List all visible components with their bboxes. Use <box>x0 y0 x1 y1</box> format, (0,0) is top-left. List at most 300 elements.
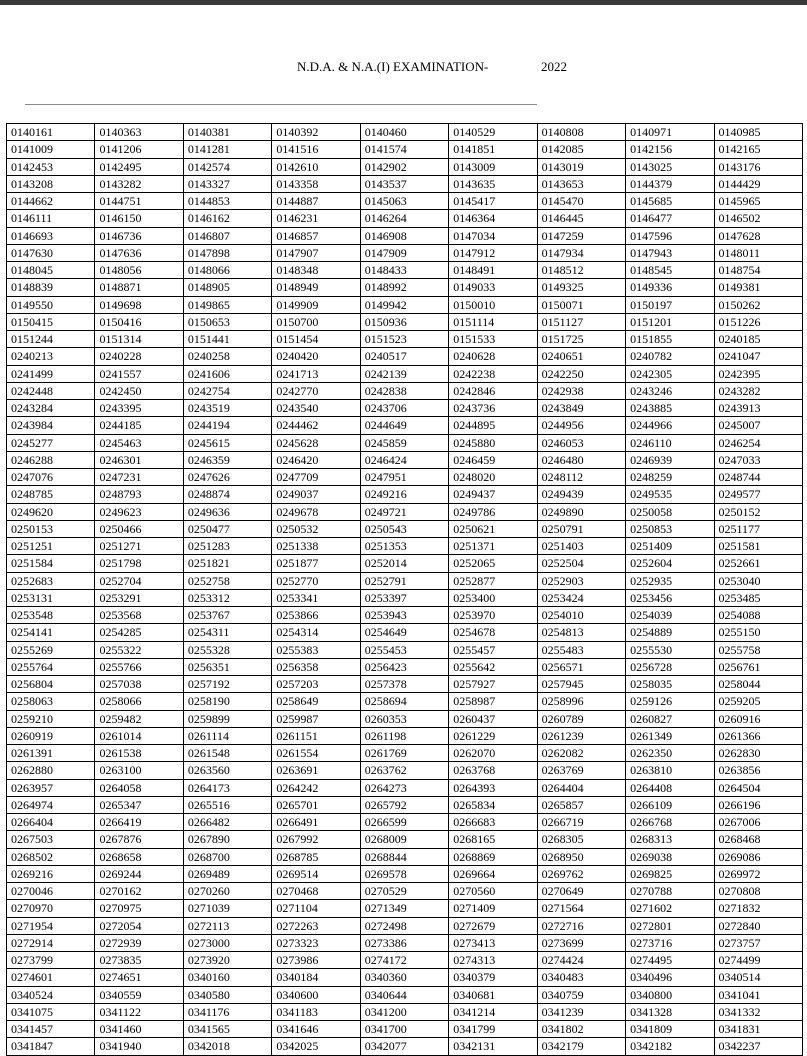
roll-number-cell: 0252877 <box>449 572 537 589</box>
table-row <box>7 348 803 365</box>
roll-number-cell: 0242448 <box>7 382 95 399</box>
roll-number-cell: 0251821 <box>183 555 271 572</box>
roll-number-cell: 0246301 <box>95 451 183 468</box>
roll-number-cell: 0268658 <box>95 848 183 865</box>
roll-number-cell: 0151201 <box>626 313 714 330</box>
roll-number-cell: 0151533 <box>449 331 537 348</box>
roll-number-cell: 0246424 <box>360 451 448 468</box>
roll-number-cell: 0262830 <box>714 745 803 762</box>
roll-number-cell: 0253943 <box>360 607 448 624</box>
roll-number-cell: 0140460 <box>360 124 448 141</box>
table-row <box>7 1038 803 1055</box>
roll-number-cell: 0253400 <box>449 589 537 606</box>
roll-number-cell: 0273986 <box>272 952 360 969</box>
roll-number-cell: 0146477 <box>626 210 714 227</box>
roll-number-cell: 0146807 <box>183 227 271 244</box>
roll-number-cell: 0244966 <box>626 417 714 434</box>
roll-number-cell: 0273323 <box>272 934 360 951</box>
roll-number-cell: 0250621 <box>449 520 537 537</box>
roll-number-cell: 0246254 <box>714 434 803 451</box>
roll-number-cell: 0340681 <box>449 986 537 1003</box>
roll-number-cell: 0255483 <box>537 641 625 658</box>
roll-number-table-body <box>7 124 803 1056</box>
roll-number-cell: 0262350 <box>626 745 714 762</box>
roll-number-cell: 0252758 <box>183 572 271 589</box>
roll-number-cell: 0273716 <box>626 934 714 951</box>
roll-number-cell: 0272716 <box>537 917 625 934</box>
roll-number-cell: 0270162 <box>95 883 183 900</box>
roll-number-cell: 0258694 <box>360 693 448 710</box>
table-row <box>7 279 803 296</box>
table-row <box>7 331 803 348</box>
roll-number-cell: 0265516 <box>183 796 271 813</box>
roll-number-cell: 0255642 <box>449 658 537 675</box>
roll-number-cell: 0143282 <box>95 175 183 192</box>
roll-number-cell: 0246480 <box>537 451 625 468</box>
roll-number-cell: 0261014 <box>95 727 183 744</box>
roll-number-cell: 0243282 <box>714 382 803 399</box>
roll-number-cell: 0255453 <box>360 641 448 658</box>
roll-number-cell: 0255766 <box>95 658 183 675</box>
roll-number-cell: 0268950 <box>537 848 625 865</box>
roll-number-cell: 0264393 <box>449 779 537 796</box>
roll-number-cell: 0254088 <box>714 607 803 624</box>
roll-number-cell: 0249216 <box>360 486 448 503</box>
exam-title: N.D.A. & N.A.(I) EXAMINATION- <box>297 59 489 74</box>
roll-number-cell: 0242305 <box>626 365 714 382</box>
roll-number-cell: 0250853 <box>626 520 714 537</box>
roll-number-cell: 0264058 <box>95 779 183 796</box>
roll-number-cell: 0142902 <box>360 158 448 175</box>
roll-number-cell: 0141851 <box>449 141 537 158</box>
roll-number-cell: 0242838 <box>360 382 448 399</box>
roll-number-cell: 0148066 <box>183 262 271 279</box>
roll-number-cell: 0244185 <box>95 417 183 434</box>
roll-number-cell: 0270975 <box>95 900 183 917</box>
roll-number-cell: 0255383 <box>272 641 360 658</box>
roll-number-cell: 0269578 <box>360 865 448 882</box>
roll-number-cell: 0240213 <box>7 348 95 365</box>
roll-number-cell: 0243246 <box>626 382 714 399</box>
roll-number-cell: 0242450 <box>95 382 183 399</box>
roll-number-cell: 0274424 <box>537 952 625 969</box>
roll-number-cell: 0144379 <box>626 175 714 192</box>
roll-number-cell: 0240228 <box>95 348 183 365</box>
roll-number-cell: 0271104 <box>272 900 360 917</box>
roll-number-cell: 0266491 <box>272 814 360 831</box>
roll-number-cell: 0273000 <box>183 934 271 951</box>
roll-number-cell: 0260437 <box>449 710 537 727</box>
roll-number-cell: 0150653 <box>183 313 271 330</box>
roll-number-cell: 0261114 <box>183 727 271 744</box>
roll-number-cell: 0269514 <box>272 865 360 882</box>
table-row <box>7 727 803 744</box>
roll-number-cell: 0340800 <box>626 986 714 1003</box>
roll-number-cell: 0245628 <box>272 434 360 451</box>
roll-number-cell: 0269244 <box>95 865 183 882</box>
roll-number-cell: 0240420 <box>272 348 360 365</box>
table-row <box>7 244 803 261</box>
roll-number-cell: 0340514 <box>714 969 803 986</box>
roll-number-cell: 0141516 <box>272 141 360 158</box>
roll-number-cell: 0268009 <box>360 831 448 848</box>
roll-number-cell: 0148011 <box>714 244 803 261</box>
roll-number-cell: 0271564 <box>537 900 625 917</box>
roll-number-cell: 0270788 <box>626 883 714 900</box>
roll-number-cell: 0263768 <box>449 762 537 779</box>
roll-number-cell: 0243395 <box>95 400 183 417</box>
roll-number-cell: 0254314 <box>272 624 360 641</box>
table-row <box>7 451 803 468</box>
roll-number-cell: 0252791 <box>360 572 448 589</box>
roll-number-cell: 0340483 <box>537 969 625 986</box>
roll-number-cell: 0261538 <box>95 745 183 762</box>
roll-number-cell: 0257945 <box>537 676 625 693</box>
table-row <box>7 141 803 158</box>
roll-number-cell: 0255758 <box>714 641 803 658</box>
roll-number-cell: 0242250 <box>537 365 625 382</box>
roll-number-cell: 0252903 <box>537 572 625 589</box>
roll-number-cell: 0250153 <box>7 520 95 537</box>
roll-number-cell: 0148433 <box>360 262 448 279</box>
roll-number-cell: 0341075 <box>7 1003 95 1020</box>
table-row <box>7 175 803 192</box>
roll-number-cell: 0246359 <box>183 451 271 468</box>
roll-number-cell: 0271349 <box>360 900 448 917</box>
roll-number-cell: 0270649 <box>537 883 625 900</box>
roll-number-cell: 0142495 <box>95 158 183 175</box>
roll-number-cell: 0264273 <box>360 779 448 796</box>
roll-number-cell: 0147898 <box>183 244 271 261</box>
roll-number-cell: 0340644 <box>360 986 448 1003</box>
roll-number-cell: 0144887 <box>272 193 360 210</box>
roll-number-cell: 0272498 <box>360 917 448 934</box>
roll-number-cell: 0140985 <box>714 124 803 141</box>
roll-number-cell: 0151855 <box>626 331 714 348</box>
roll-number-cell: 0143025 <box>626 158 714 175</box>
roll-number-cell: 0250466 <box>95 520 183 537</box>
roll-number-cell: 0273799 <box>7 952 95 969</box>
table-row <box>7 210 803 227</box>
roll-number-cell: 0341799 <box>449 1021 537 1038</box>
roll-number-cell: 0274651 <box>95 969 183 986</box>
roll-number-cell: 0140808 <box>537 124 625 141</box>
roll-number-cell: 0144751 <box>95 193 183 210</box>
roll-number-cell: 0261151 <box>272 727 360 744</box>
roll-number-cell: 0146231 <box>272 210 360 227</box>
roll-number-cell: 0251584 <box>7 555 95 572</box>
roll-number-cell: 0256358 <box>272 658 360 675</box>
roll-number-cell: 0151226 <box>714 313 803 330</box>
roll-number-cell: 0265701 <box>272 796 360 813</box>
roll-number-cell: 0259210 <box>7 710 95 727</box>
roll-number-cell: 0144662 <box>7 193 95 210</box>
roll-number-cell: 0256804 <box>7 676 95 693</box>
roll-number-cell: 0266599 <box>360 814 448 831</box>
roll-number-cell: 0249890 <box>537 503 625 520</box>
roll-number-cell: 0263100 <box>95 762 183 779</box>
roll-number-cell: 0271832 <box>714 900 803 917</box>
table-row <box>7 952 803 969</box>
roll-number-cell: 0251251 <box>7 538 95 555</box>
roll-number-cell: 0151454 <box>272 331 360 348</box>
roll-number-cell: 0253131 <box>7 589 95 606</box>
roll-number-cell: 0254649 <box>360 624 448 641</box>
roll-number-cell: 0261769 <box>360 745 448 762</box>
table-row <box>7 434 803 451</box>
table-row <box>7 227 803 244</box>
roll-number-cell: 0146150 <box>95 210 183 227</box>
exam-year: 2022 <box>541 59 567 74</box>
roll-number-cell: 0257203 <box>272 676 360 693</box>
roll-number-cell: 0268165 <box>449 831 537 848</box>
roll-number-cell: 0264173 <box>183 779 271 796</box>
roll-number-cell: 0240258 <box>183 348 271 365</box>
roll-number-cell: 0147259 <box>537 227 625 244</box>
roll-number-cell: 0146908 <box>360 227 448 244</box>
roll-number-cell: 0258044 <box>714 676 803 693</box>
roll-number-cell: 0252604 <box>626 555 714 572</box>
table-row <box>7 883 803 900</box>
roll-number-cell: 0251371 <box>449 538 537 555</box>
roll-number-cell: 0141281 <box>183 141 271 158</box>
roll-number-cell: 0267006 <box>714 814 803 831</box>
roll-number-cell: 0341041 <box>714 986 803 1003</box>
roll-number-cell: 0269216 <box>7 865 95 882</box>
roll-number-cell: 0253767 <box>183 607 271 624</box>
roll-number-cell: 0241606 <box>183 365 271 382</box>
roll-number-cell: 0147912 <box>449 244 537 261</box>
roll-number-cell: 0273835 <box>95 952 183 969</box>
table-row <box>7 417 803 434</box>
roll-number-cell: 0340379 <box>449 969 537 986</box>
roll-number-cell: 0148045 <box>7 262 95 279</box>
roll-number-cell: 0145685 <box>626 193 714 210</box>
roll-number-cell: 0342077 <box>360 1038 448 1055</box>
table-row <box>7 469 803 486</box>
roll-number-cell: 0253040 <box>714 572 803 589</box>
roll-number-cell: 0249623 <box>95 503 183 520</box>
roll-number-cell: 0265834 <box>449 796 537 813</box>
roll-number-cell: 0145965 <box>714 193 803 210</box>
roll-number-cell: 0241499 <box>7 365 95 382</box>
roll-number-cell: 0342182 <box>626 1038 714 1055</box>
table-row <box>7 555 803 572</box>
roll-number-cell: 0340496 <box>626 969 714 986</box>
roll-number-cell: 0269972 <box>714 865 803 882</box>
roll-number-cell: 0147934 <box>537 244 625 261</box>
roll-number-cell: 0266109 <box>626 796 714 813</box>
roll-number-cell: 0246053 <box>537 434 625 451</box>
roll-number-cell: 0270046 <box>7 883 95 900</box>
roll-number-cell: 0146162 <box>183 210 271 227</box>
roll-number-cell: 0260916 <box>714 710 803 727</box>
roll-number-cell: 0267890 <box>183 831 271 848</box>
roll-number-cell: 0150700 <box>272 313 360 330</box>
roll-number-cell: 0146264 <box>360 210 448 227</box>
table-row <box>7 814 803 831</box>
table-row <box>7 124 803 141</box>
roll-number-cell: 0270970 <box>7 900 95 917</box>
roll-number-cell: 0150936 <box>360 313 448 330</box>
roll-number-cell: 0253568 <box>95 607 183 624</box>
table-row <box>7 538 803 555</box>
roll-number-cell: 0342018 <box>183 1038 271 1055</box>
roll-number-cell: 0243540 <box>272 400 360 417</box>
roll-number-cell: 0269086 <box>714 848 803 865</box>
roll-number-cell: 0268502 <box>7 848 95 865</box>
roll-number-cell: 0148754 <box>714 262 803 279</box>
roll-number-cell: 0145417 <box>449 193 537 210</box>
table-row <box>7 589 803 606</box>
roll-number-cell: 0265347 <box>95 796 183 813</box>
roll-number-cell: 0140161 <box>7 124 95 141</box>
roll-number-cell: 0247626 <box>183 469 271 486</box>
roll-number-cell: 0341646 <box>272 1021 360 1038</box>
roll-number-cell: 0143327 <box>183 175 271 192</box>
roll-number-cell: 0253341 <box>272 589 360 606</box>
roll-number-cell: 0249437 <box>449 486 537 503</box>
table-row <box>7 400 803 417</box>
roll-number-cell: 0147628 <box>714 227 803 244</box>
roll-number-cell: 0143358 <box>272 175 360 192</box>
roll-number-cell: 0245007 <box>714 417 803 434</box>
roll-number-cell: 0146364 <box>449 210 537 227</box>
roll-number-cell: 0146693 <box>7 227 95 244</box>
roll-number-cell: 0255328 <box>183 641 271 658</box>
roll-number-cell: 0341328 <box>626 1003 714 1020</box>
roll-number-cell: 0243284 <box>7 400 95 417</box>
roll-number-cell: 0271954 <box>7 917 95 934</box>
table-row <box>7 641 803 658</box>
roll-number-cell: 0341565 <box>183 1021 271 1038</box>
roll-number-cell: 0255269 <box>7 641 95 658</box>
roll-number-cell: 0252683 <box>7 572 95 589</box>
roll-number-cell: 0257192 <box>183 676 271 693</box>
roll-number-cell: 0142574 <box>183 158 271 175</box>
roll-number-cell: 0268785 <box>272 848 360 865</box>
roll-number-cell: 0260789 <box>537 710 625 727</box>
table-row <box>7 710 803 727</box>
roll-number-cell: 0147943 <box>626 244 714 261</box>
roll-number-cell: 0243736 <box>449 400 537 417</box>
roll-number-cell: 0145470 <box>537 193 625 210</box>
roll-number-cell: 0253312 <box>183 589 271 606</box>
roll-number-cell: 0246939 <box>626 451 714 468</box>
top-border <box>0 0 807 5</box>
roll-number-cell: 0252065 <box>449 555 537 572</box>
roll-number-cell: 0243885 <box>626 400 714 417</box>
roll-number-cell: 0254678 <box>449 624 537 641</box>
roll-number-table <box>6 123 803 1056</box>
roll-number-cell: 0342025 <box>272 1038 360 1055</box>
roll-number-cell: 0262880 <box>7 762 95 779</box>
roll-number-cell: 0141009 <box>7 141 95 158</box>
roll-number-cell: 0340580 <box>183 986 271 1003</box>
roll-number-cell: 0250532 <box>272 520 360 537</box>
roll-number-cell: 0255457 <box>449 641 537 658</box>
roll-number-cell: 0258066 <box>95 693 183 710</box>
roll-number-cell: 0273413 <box>449 934 537 951</box>
roll-number-cell: 0149033 <box>449 279 537 296</box>
roll-number-cell: 0340524 <box>7 986 95 1003</box>
roll-number-cell: 0249535 <box>626 486 714 503</box>
roll-number-cell: 0274499 <box>714 952 803 969</box>
roll-number-cell: 0149942 <box>360 296 448 313</box>
roll-number-cell: 0267876 <box>95 831 183 848</box>
roll-number-cell: 0263691 <box>272 762 360 779</box>
roll-number-cell: 0258063 <box>7 693 95 710</box>
roll-number-cell: 0251283 <box>183 538 271 555</box>
roll-number-cell: 0142156 <box>626 141 714 158</box>
roll-number-cell: 0269038 <box>626 848 714 865</box>
roll-number-cell: 0254813 <box>537 624 625 641</box>
roll-number-cell: 0272939 <box>95 934 183 951</box>
roll-number-cell: 0248793 <box>95 486 183 503</box>
roll-number-cell: 0148348 <box>272 262 360 279</box>
roll-number-cell: 0242139 <box>360 365 448 382</box>
roll-number-cell: 0269762 <box>537 865 625 882</box>
roll-number-cell: 0150416 <box>95 313 183 330</box>
roll-number-cell: 0340559 <box>95 986 183 1003</box>
roll-number-cell: 0342131 <box>449 1038 537 1055</box>
table-row <box>7 572 803 589</box>
roll-number-cell: 0268468 <box>714 831 803 848</box>
table-row <box>7 917 803 934</box>
roll-number-cell: 0249620 <box>7 503 95 520</box>
roll-number-cell: 0251581 <box>714 538 803 555</box>
roll-number-cell: 0254311 <box>183 624 271 641</box>
roll-number-cell: 0272840 <box>714 917 803 934</box>
roll-number-cell: 0242938 <box>537 382 625 399</box>
roll-number-cell: 0248874 <box>183 486 271 503</box>
roll-number-cell: 0269489 <box>183 865 271 882</box>
roll-number-cell: 0272113 <box>183 917 271 934</box>
roll-number-cell: 0149381 <box>714 279 803 296</box>
roll-number-cell: 0264504 <box>714 779 803 796</box>
roll-number-cell: 0252770 <box>272 572 360 589</box>
roll-number-cell: 0268313 <box>626 831 714 848</box>
table-row <box>7 796 803 813</box>
roll-number-cell: 0341122 <box>95 1003 183 1020</box>
roll-number-cell: 0242395 <box>714 365 803 382</box>
roll-number-cell: 0272801 <box>626 917 714 934</box>
roll-number-cell: 0245463 <box>95 434 183 451</box>
roll-number-cell: 0150010 <box>449 296 537 313</box>
roll-number-cell: 0142085 <box>537 141 625 158</box>
roll-number-cell: 0270260 <box>183 883 271 900</box>
roll-number-cell: 0256761 <box>714 658 803 675</box>
table-row <box>7 520 803 537</box>
roll-number-cell: 0341802 <box>537 1021 625 1038</box>
roll-number-cell: 0151314 <box>95 331 183 348</box>
roll-number-cell: 0264404 <box>537 779 625 796</box>
roll-number-cell: 0272679 <box>449 917 537 934</box>
roll-number-cell: 0253456 <box>626 589 714 606</box>
roll-number-cell: 0246288 <box>7 451 95 468</box>
roll-number-cell: 0262070 <box>449 745 537 762</box>
roll-number-cell: 0263762 <box>360 762 448 779</box>
roll-number-cell: 0244956 <box>537 417 625 434</box>
roll-number-cell: 0150197 <box>626 296 714 313</box>
roll-number-cell: 0143176 <box>714 158 803 175</box>
roll-number-cell: 0243849 <box>537 400 625 417</box>
roll-number-cell: 0240651 <box>537 348 625 365</box>
table-row <box>7 986 803 1003</box>
roll-number-cell: 0256728 <box>626 658 714 675</box>
table-row <box>7 624 803 641</box>
roll-number-cell: 0255322 <box>95 641 183 658</box>
